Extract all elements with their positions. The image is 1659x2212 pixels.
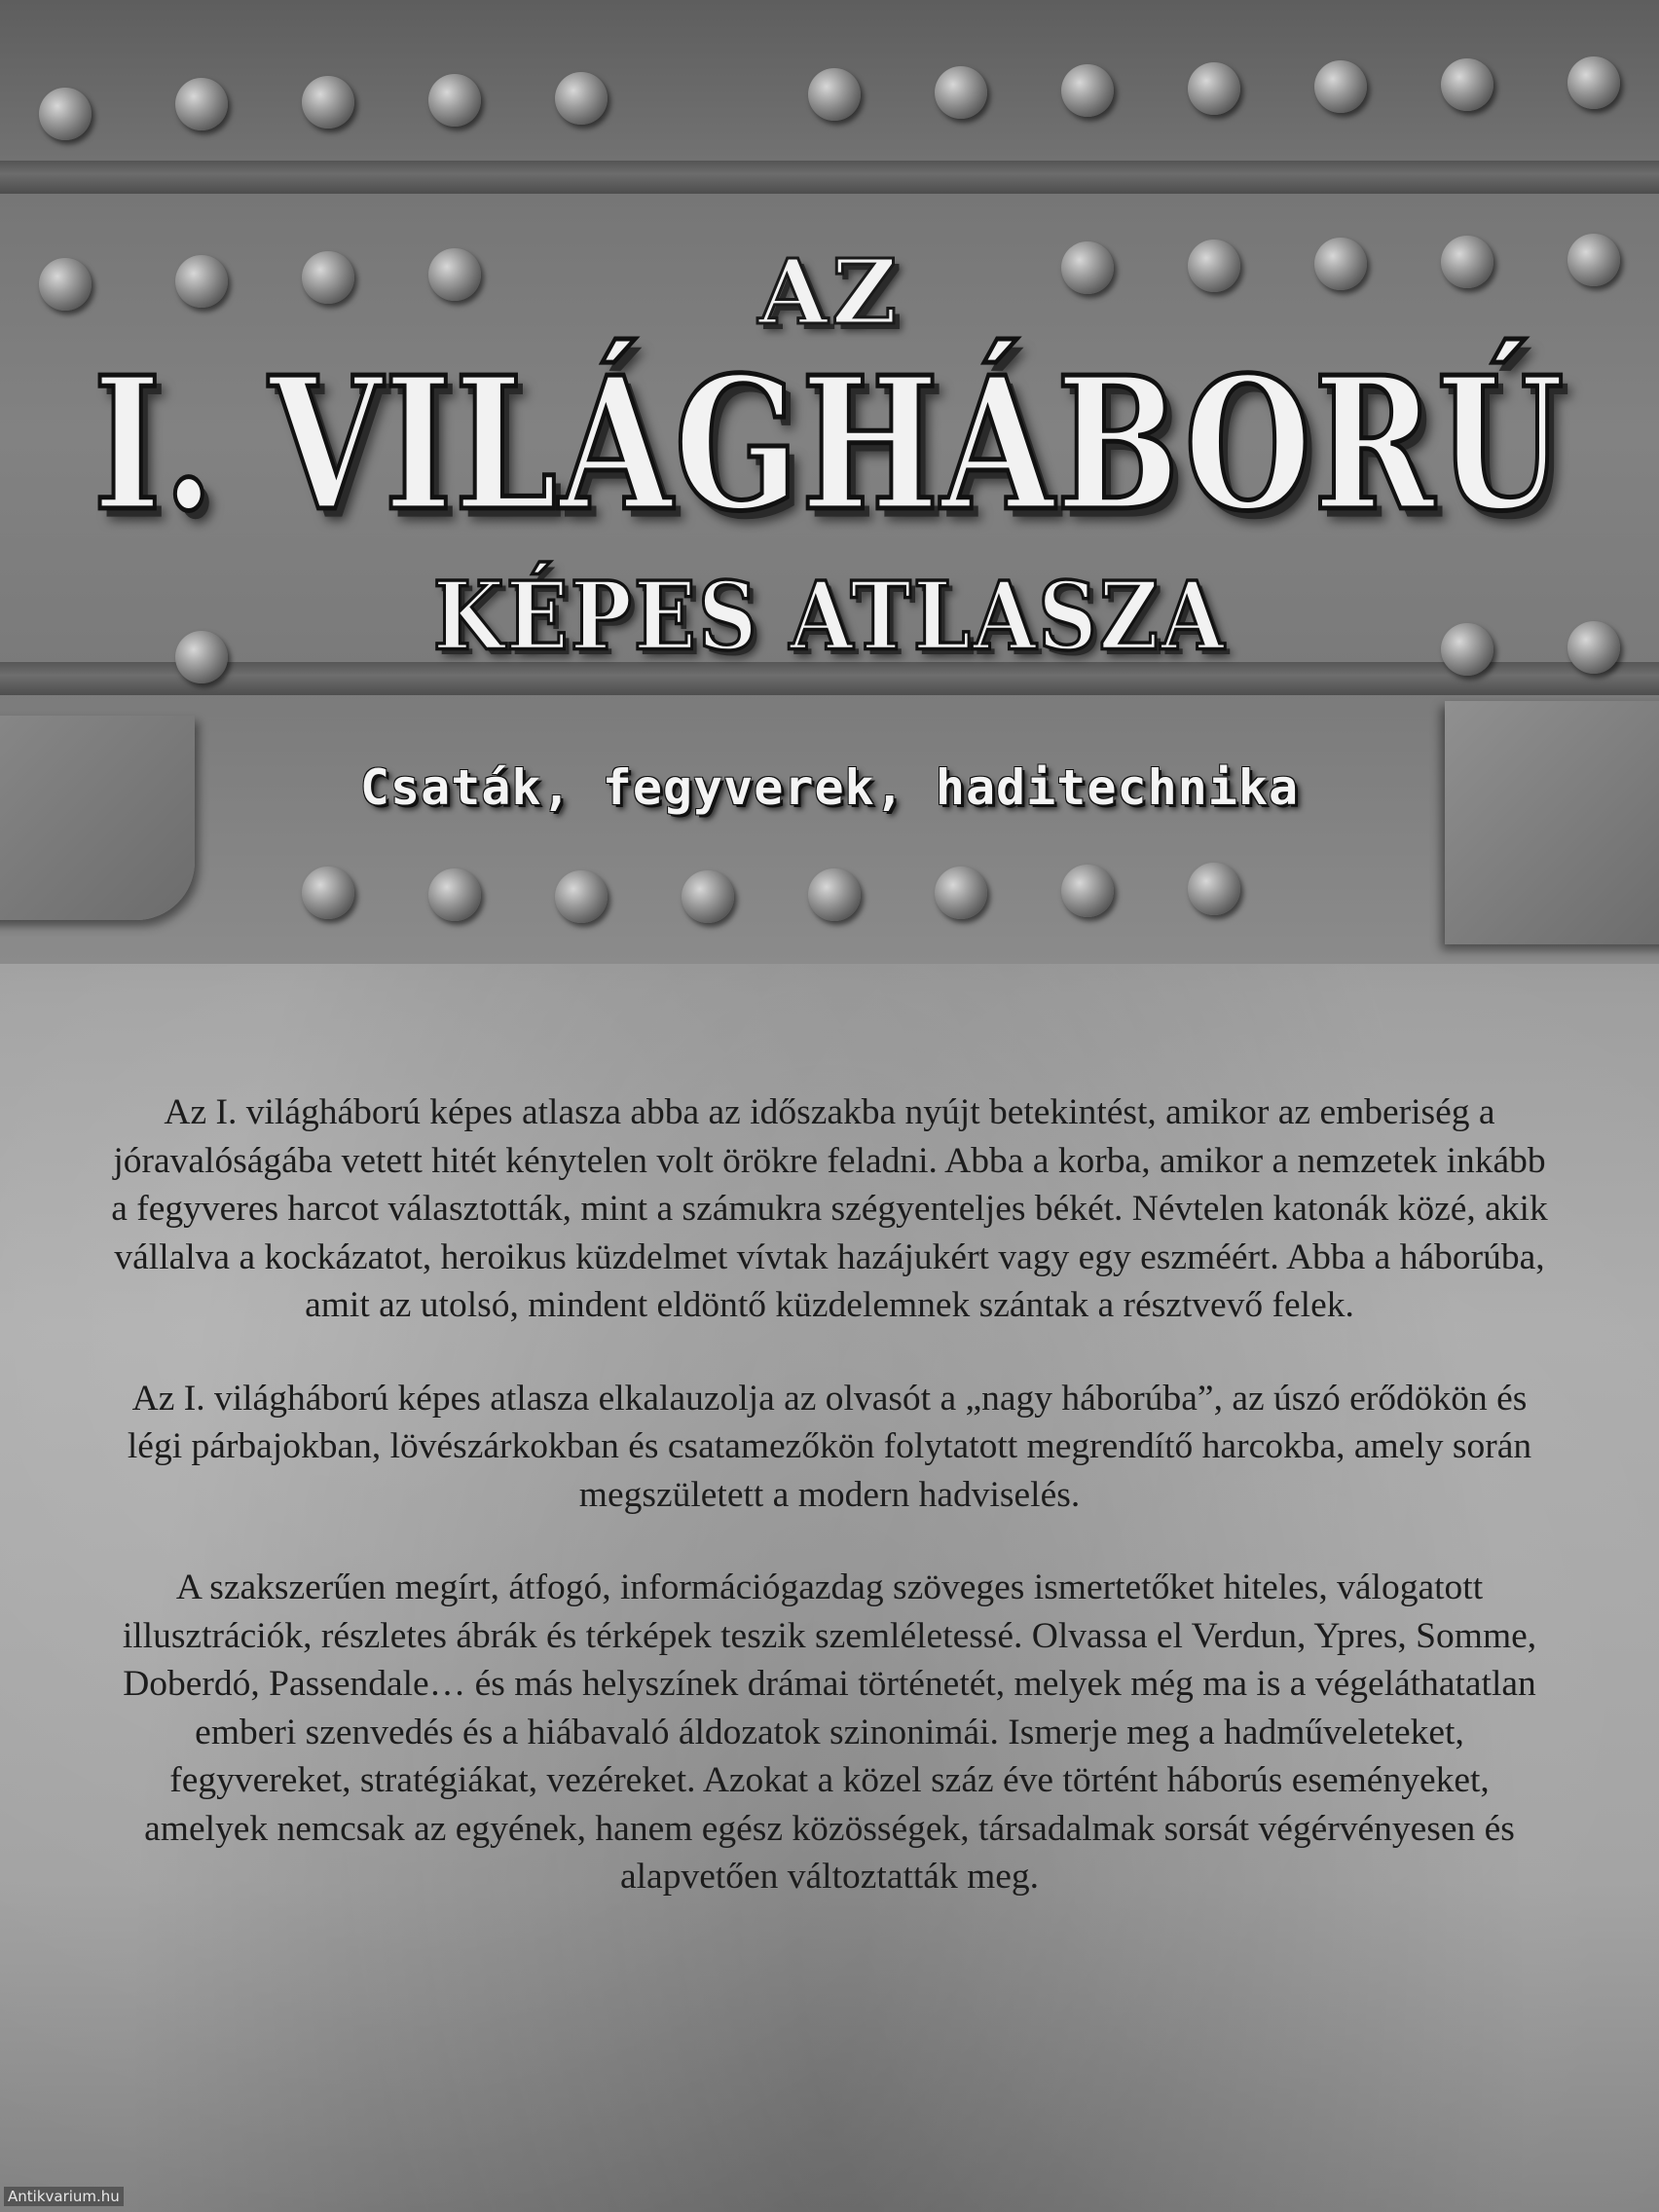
rivet-icon (1441, 58, 1493, 111)
rivet-icon (1314, 60, 1367, 113)
rivet-icon (1567, 56, 1620, 109)
rivet-icon (808, 868, 861, 921)
metal-band (0, 161, 1659, 194)
rivet-icon (428, 868, 481, 921)
rivet-icon (1188, 62, 1240, 115)
rivet-icon (555, 72, 608, 125)
rivet-icon (302, 76, 354, 129)
title-subtitle: KÉPES ATLASZA (432, 560, 1227, 672)
rivet-icon (808, 68, 861, 121)
rivet-icon (39, 88, 92, 140)
blurb-paragraph: Az I. világháború képes atlasza elkalauzolja az olvasót a „nagy háborúba”, az úszó erődökön és légi párbajokban, lövészárkokban és csatamezőkön folytatott megrendítő harcokba, amely során megszületett a modern hadviselés. (127, 1378, 1532, 1515)
rivet-icon (428, 74, 481, 127)
blurb-paragraph: A szakszerűen megírt, átfogó, információgazdag szöveges ismertetőket hiteles, válogatott illusztrációk, részletes ábrák és térképek teszik szemléletessé. Olvassa el Verdun, Ypres, Somme, Doberdó, Passendale… és más helyszínek drámai történetét, melyek még ma is a végeláthatatlan emberi szenvedés és a hiábavaló áldozatok szinonimái. Ismerje meg a hadműveleteket, fegyvereket, stratégiákat, vezéreket. Azokat a közel száz éve történt háborús eseményeket, amelyek nemcsak az egyének, hanem egész közösségek, társadalmak sorsát végérvényesen és alapvetően változtatták meg. (122, 1567, 1537, 1897)
title-main: I. VILÁGHÁBORÚ (92, 337, 1567, 552)
rivet-icon (175, 78, 228, 130)
tagline: Csaták, fegyverek, haditechnika (359, 759, 1300, 816)
rivet-icon (1061, 64, 1114, 117)
rivet-icon (935, 66, 987, 119)
rivet-icon (1061, 865, 1114, 917)
rivet-icon (1188, 863, 1240, 915)
rivet-icon (682, 870, 734, 923)
book-title (0, 240, 1659, 672)
rivet-icon (302, 866, 354, 919)
blurb-text (107, 1088, 1552, 1946)
metal-plate-left (0, 716, 195, 920)
rivet-icon (555, 870, 608, 923)
blurb-paragraph: Az I. világháború képes atlasza abba az időszakba nyújt betekintést, amikor az emberiség a jóravalóságába vetett hitét kénytelen volt örökre feladni. Abba a korba, amikor a nemzetek inkább a fegyveres harcot választották, mint a számukra szégyenteljes békét. Névtelen katonák közé, akik vállalva a kockázatot, heroikus küzdelmet vívtak hazájukért vagy egy eszméért. Abba a háborúba, amit az utolsó, mindent eldöntő küzdelemnek szántak a résztvevő felek. (111, 1092, 1548, 1325)
rivet-icon (935, 866, 987, 919)
metal-plate-right (1445, 701, 1659, 944)
title-prefix: AZ (757, 240, 902, 345)
watermark: Antikvarium.hu (4, 2187, 124, 2206)
